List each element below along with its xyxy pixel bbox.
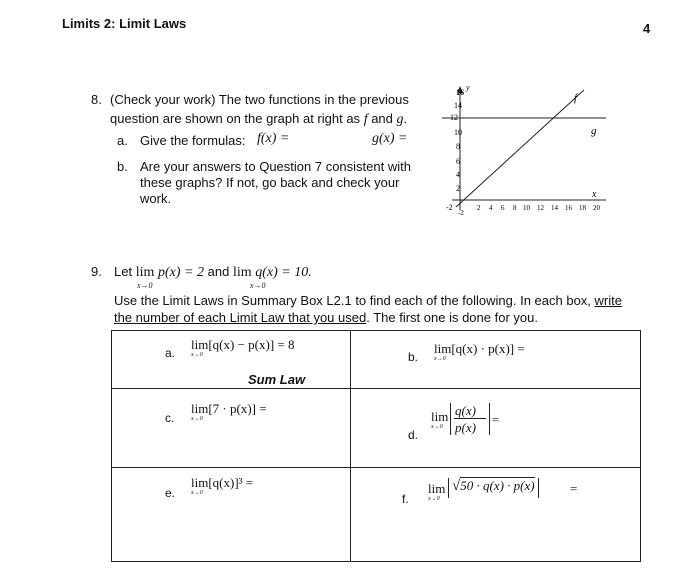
cell-b-expression: lim[q(x) · p(x)] = bbox=[434, 341, 525, 356]
q8-line2 bbox=[110, 110, 407, 128]
cell-c-expression: lim[7 · p(x)] = bbox=[191, 401, 267, 416]
x-axis-label: x bbox=[592, 189, 597, 200]
grid-divider-1 bbox=[112, 388, 640, 389]
q8b-line2: these graphs? If not, go back and check your bbox=[140, 175, 400, 190]
q9-line3-underlined: the number of each Limit Law that you used bbox=[114, 310, 367, 325]
q9-lim1: lim bbox=[135, 265, 155, 280]
y-tick-10: 10 bbox=[454, 128, 462, 137]
q9-sub2: x→0 bbox=[250, 281, 266, 290]
x-tick-14: 14 bbox=[551, 204, 558, 212]
x-tick-12: 12 bbox=[537, 204, 544, 212]
page-number: 4 bbox=[643, 21, 651, 36]
q9-lim2: lim bbox=[232, 265, 252, 280]
y-tick-neg2: -2 bbox=[458, 209, 464, 217]
q8b-label: b. bbox=[117, 159, 128, 174]
cell-f-radicand: 50 · q(x) · p(x) bbox=[460, 478, 535, 493]
y-tick-8: 8 bbox=[456, 142, 460, 151]
cell-f-label: f. bbox=[402, 492, 409, 506]
cell-f-root-sign: √ bbox=[452, 478, 461, 494]
cell-d-lim: lim bbox=[431, 409, 449, 424]
cell-c-label: c. bbox=[165, 411, 175, 425]
x-tick-2: 2 bbox=[477, 204, 481, 212]
cell-a-answer: Sum Law bbox=[248, 372, 306, 387]
q9-p-expr: p(x) = 2 bbox=[158, 265, 204, 280]
y-tick-12: 12 bbox=[450, 113, 458, 122]
q8-and: and bbox=[371, 111, 393, 126]
cell-e-expression: lim[q(x)]³ = bbox=[191, 475, 254, 490]
q9-number: 9. bbox=[91, 264, 102, 279]
q8b-line1: Are your answers to Question 7 consistent with bbox=[140, 159, 411, 174]
q8-line1: (Check your work) The two functions in the previous bbox=[110, 92, 409, 107]
worksheet-title: Limits 2: Limit Laws bbox=[62, 16, 187, 31]
q9-sub1: x→0 bbox=[137, 281, 153, 290]
f-line bbox=[456, 90, 584, 207]
q8-period: . bbox=[403, 111, 408, 126]
x-tick-16: 16 bbox=[565, 204, 572, 212]
q9-line1 bbox=[114, 263, 312, 281]
q8-f: f bbox=[363, 112, 368, 127]
q8a-fx: f(x) = bbox=[257, 131, 290, 146]
cell-b-label: b. bbox=[408, 350, 419, 364]
q8-g: g bbox=[396, 112, 404, 127]
grid-vertical-divider bbox=[350, 331, 351, 561]
cell-b-sub: x→0 bbox=[434, 356, 446, 362]
cell-f-sub: x→0 bbox=[428, 496, 440, 502]
q9-let: Let bbox=[114, 264, 133, 279]
q9-q-expr: q(x) = 10. bbox=[255, 265, 312, 280]
x-tick-6: 6 bbox=[501, 204, 505, 212]
q8b-line3: work. bbox=[140, 191, 172, 206]
y-axis-label: y bbox=[466, 83, 470, 92]
y-tick-6: 6 bbox=[456, 157, 460, 166]
y-tick-14: 14 bbox=[454, 101, 462, 110]
cell-d-fraction-bar bbox=[454, 418, 486, 419]
cell-c-sub: x→0 bbox=[191, 416, 203, 422]
x-tick-neg2: -2 bbox=[446, 203, 453, 212]
answer-grid bbox=[111, 330, 641, 562]
cell-d-equals: = bbox=[492, 412, 500, 427]
x-tick-8: 8 bbox=[513, 204, 517, 212]
y-tick-2: 2 bbox=[456, 184, 460, 193]
q9-line3 bbox=[114, 309, 538, 326]
q9-line2-underlined: write bbox=[594, 293, 622, 308]
x-tick-18: 18 bbox=[579, 204, 586, 212]
q8a-label: a. bbox=[117, 133, 128, 148]
cell-d-sub: x→0 bbox=[431, 424, 443, 430]
x-tick-10: 10 bbox=[523, 204, 530, 212]
cell-d-denominator: p(x) bbox=[455, 420, 476, 435]
x-tick-20: 20 bbox=[593, 204, 600, 212]
y-tick-4: 4 bbox=[456, 170, 460, 179]
q9-line2 bbox=[114, 292, 622, 309]
q8-line2-text: question are shown on the graph at right as bbox=[110, 111, 361, 126]
q9-line2-text: Use the Limit Laws in Summary Box L2.1 to find each of the following. In each box, bbox=[114, 293, 591, 308]
cell-f-bracket bbox=[448, 478, 539, 498]
q9-line3-end: . The first one is done for you. bbox=[366, 310, 538, 325]
g-line-label: g bbox=[591, 125, 597, 137]
cell-f-lim: lim bbox=[428, 481, 446, 496]
q8a-text: Give the formulas: bbox=[140, 133, 246, 148]
cell-d-fraction bbox=[450, 403, 490, 435]
grid-divider-2 bbox=[112, 467, 640, 468]
cell-d-numerator: q(x) bbox=[455, 403, 476, 418]
cell-a-expression: lim[q(x) − p(x)] = 8 bbox=[191, 337, 295, 352]
y-tick-16: 16 bbox=[456, 88, 464, 97]
cell-d-label: d. bbox=[408, 428, 419, 442]
cell-a-sub: x→0 bbox=[191, 352, 203, 358]
x-tick-4: 4 bbox=[489, 204, 493, 212]
function-graph bbox=[436, 82, 612, 218]
q8a-gx: g(x) = bbox=[372, 131, 408, 146]
f-curve-label: f bbox=[574, 92, 578, 104]
cell-f-equals: = bbox=[570, 481, 578, 496]
q9-and: and bbox=[207, 264, 230, 279]
cell-a-label: a. bbox=[165, 346, 176, 360]
cell-e-sub: x→0 bbox=[191, 490, 203, 496]
q8-number: 8. bbox=[91, 92, 102, 107]
cell-e-label: e. bbox=[165, 486, 176, 500]
